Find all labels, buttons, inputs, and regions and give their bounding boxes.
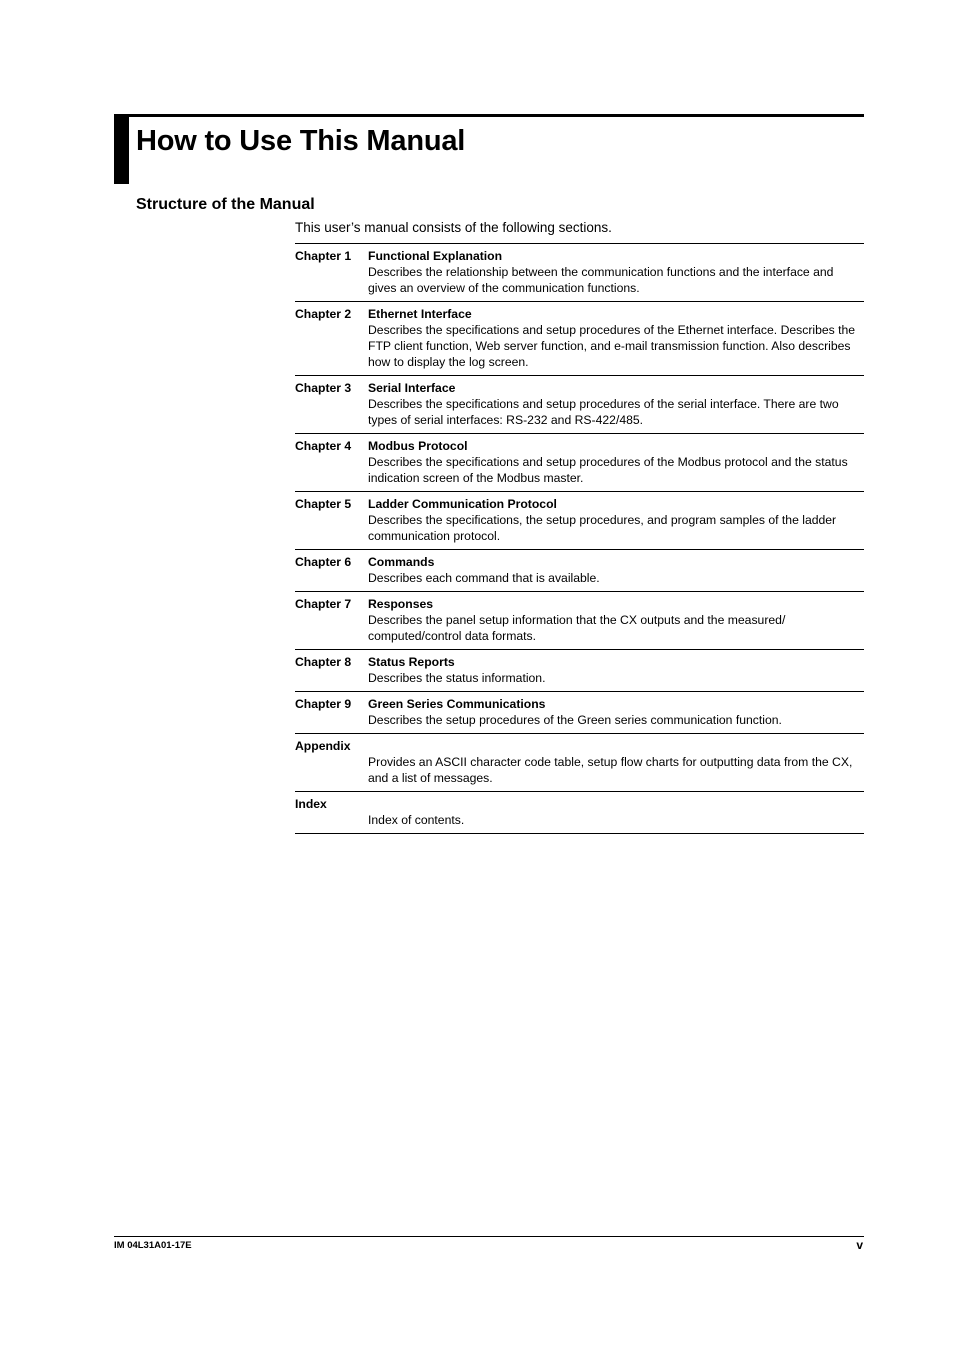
chapter-label: Chapter 6 [295, 555, 352, 569]
chapter-label: Chapter 3 [295, 381, 352, 395]
chapter-description: Describes the specifications and setup procedures of the Ethernet interface. Describes the FTP client function, Web server function, and e-mail transmission function. Also describes how to display the log screen. [368, 323, 856, 369]
chapter-row [295, 302, 864, 376]
chapter-title: Responses [368, 597, 434, 611]
chapter-table [295, 243, 864, 834]
chapter-description: Describes the panel setup information that the CX outputs and the measured/ computed/control data formats. [368, 613, 786, 643]
chapter-description: Describes the relationship between the communication functions and the interface and gives an overview of the communication functions. [368, 265, 834, 295]
chapter-title: Serial Interface [368, 381, 456, 395]
chapter-description: Provides an ASCII character code table, setup flow charts for outputting data from the CX, and a list of messages. [368, 755, 853, 785]
footer-doc-number: IM 04L31A01-17E [114, 1240, 192, 1251]
chapter-body [368, 554, 864, 586]
chapter-description: Describes the specifications and setup procedures of the serial interface. There are two types of serial interfaces: RS-232 and RS-422/485. [368, 397, 839, 427]
chapter-body [368, 796, 864, 828]
chapter-title: Commands [368, 555, 435, 569]
chapter-title: Ladder Communication Protocol [368, 497, 557, 511]
chapter-title: Green Series Communications [368, 697, 546, 711]
chapter-row [295, 650, 864, 692]
chapter-body [368, 306, 864, 370]
chapter-description: Index of contents. [368, 813, 465, 827]
chapter-label: Chapter 2 [295, 307, 352, 321]
chapter-label: Chapter 9 [295, 697, 352, 711]
intro-text: This user’s manual consists of the following sections. [295, 220, 612, 235]
chapter-body [368, 696, 864, 728]
section-heading: Structure of the Manual [136, 196, 315, 213]
chapter-title: Ethernet Interface [368, 307, 472, 321]
chapter-description: Describes the status information. [368, 671, 546, 685]
chapter-description: Describes the setup procedures of the Green series communication function. [368, 713, 782, 727]
chapter-title [368, 738, 864, 754]
page-title: How to Use This Manual [136, 125, 466, 157]
chapter-body [368, 438, 864, 486]
chapter-description: Describes the specifications, the setup procedures, and program samples of the ladder communication protocol. [368, 513, 837, 543]
chapter-body [368, 248, 864, 296]
chapter-row [295, 434, 864, 492]
chapter-label: Chapter 8 [295, 655, 352, 669]
chapter-label: Chapter 7 [295, 597, 352, 611]
chapter-label: Appendix [295, 739, 351, 753]
footer-page-number: v [856, 1238, 863, 1252]
chapter-label: Index [295, 797, 327, 811]
chapter-body [368, 496, 864, 544]
chapter-body [368, 654, 864, 686]
chapter-label: Chapter 5 [295, 497, 352, 511]
chapter-row [295, 734, 864, 792]
chapter-body [368, 380, 864, 428]
title-rule [114, 114, 864, 117]
chapter-body [368, 738, 864, 786]
chapter-row [295, 550, 864, 592]
chapter-label: Chapter 4 [295, 439, 352, 453]
chapter-title: Modbus Protocol [368, 439, 468, 453]
chapter-title: Status Reports [368, 655, 455, 669]
chapter-description: Describes the specifications and setup procedures of the Modbus protocol and the status indication screen of the Modbus master. [368, 455, 848, 485]
chapter-label: Chapter 1 [295, 249, 352, 263]
chapter-row [295, 592, 864, 650]
chapter-body [368, 596, 864, 644]
chapter-row [295, 376, 864, 434]
chapter-row [295, 492, 864, 550]
chapter-row [295, 792, 864, 834]
chapter-description: Describes each command that is available. [368, 571, 600, 585]
chapter-row [295, 692, 864, 734]
footer-rule [114, 1236, 864, 1237]
chapter-title [368, 796, 864, 812]
chapter-title: Functional Explanation [368, 249, 503, 263]
title-marker-bar [114, 114, 129, 184]
chapter-row [295, 244, 864, 302]
